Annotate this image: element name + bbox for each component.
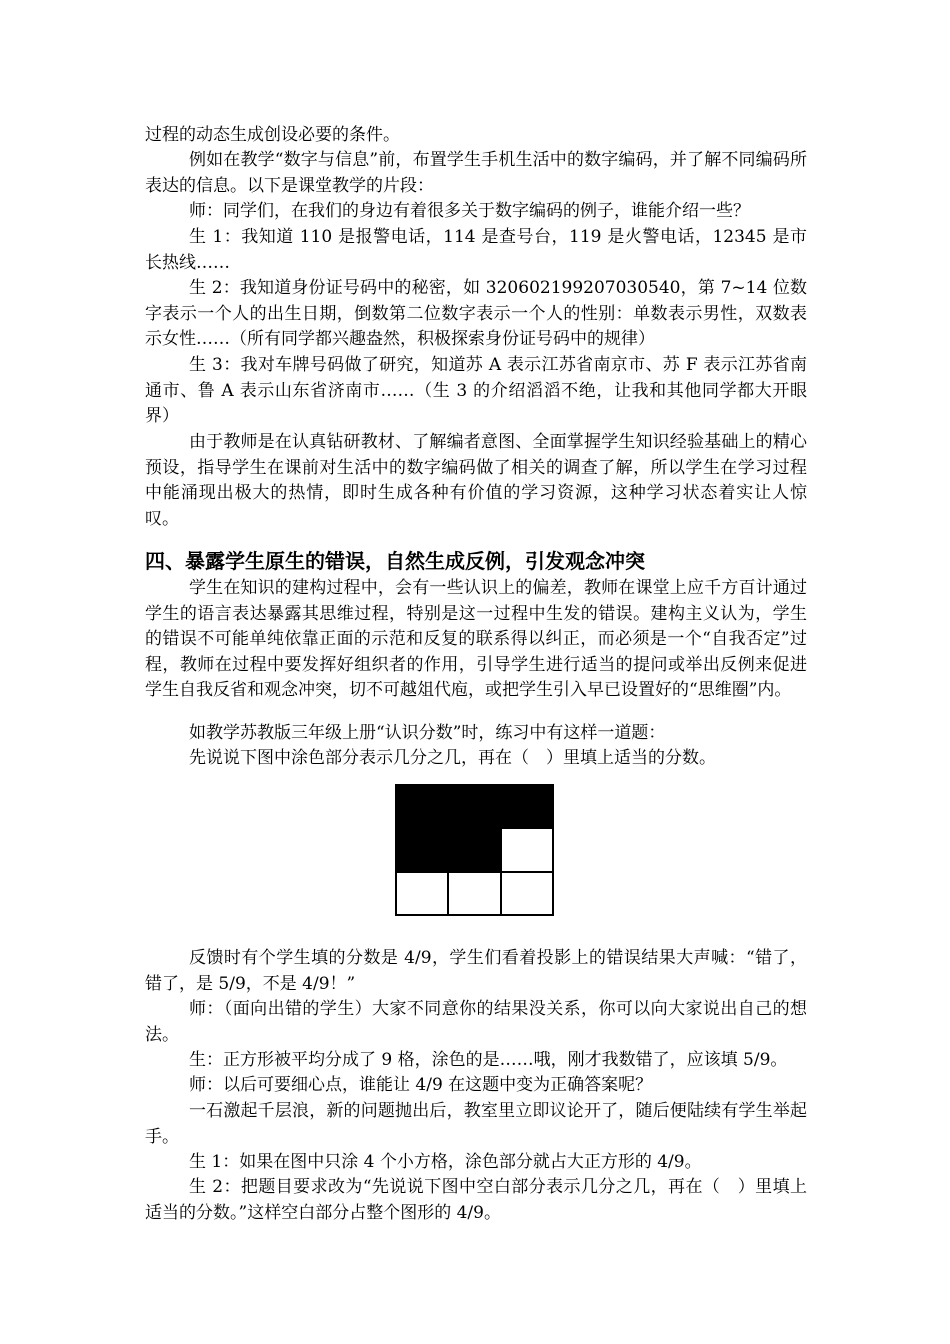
paragraph: 师：（面向出错的学生）大家不同意你的结果没关系，你可以向大家说出自己的想法。: [145, 999, 807, 1045]
paragraph: 生 1：我知道 110 是报警电话，114 是查号台，119 是火警电话，12345 是市长热线……: [145, 227, 807, 273]
fraction-grid-figure: [395, 784, 554, 916]
section-heading: 四、暴露学生原生的错误，自然生成反例，引发观念冲突: [145, 549, 645, 573]
paragraph: 一石激起千层浪，新的问题抛出后，教室里立即议论开了，随后便陆续有学生举起手。: [145, 1101, 807, 1147]
paragraph: 例如在教学“数字与信息”前，布置学生手机生活中的数字编码，并了解不同编码所表达的信息。以下是课堂教学的片段：: [145, 150, 807, 196]
paragraph: 生 3：我对车牌号码做了研究，知道苏 A 表示江苏省南京市、苏 F 表示江苏省南通市、鲁 A 表示山东省济南市……（生 3 的介绍滔滔不绝，让我和其他同学都大开眼界）: [145, 355, 807, 426]
paragraph: 先说说下图中涂色部分表示几分之几，再在（ ）里填上适当的分数。: [189, 748, 716, 768]
paragraph: 师：同学们，在我们的身边有着很多关于数字编码的例子，谁能介绍一些？: [189, 201, 750, 221]
grid-cell-blank: [396, 872, 448, 915]
paragraph: 师：以后可要细心点，谁能让 4/9 在这题中变为正确答案呢？: [189, 1075, 653, 1095]
paragraph: 如教学苏教版三年级上册“认识分数”时，练习中有这样一道题：: [189, 723, 666, 743]
paragraph: 反馈时有个学生填的分数是 4/9，学生们看着投影上的错误结果大声喊：“错了，错了，是 5/9，不是 4/9！”: [145, 948, 807, 994]
grid-cell-shaded: [396, 785, 448, 828]
grid-cell-shaded: [448, 828, 500, 871]
grid-cell-shaded: [396, 828, 448, 871]
paragraph: 生：正方形被平均分成了 9 格，涂色的是……哦，刚才我数错了，应该填 5/9。: [189, 1050, 788, 1070]
grid-cell-blank: [501, 828, 553, 871]
paragraph: 生 2：我知道身份证号码中的秘密，如 320602199207030540，第 7~14 位数字表示一个人的出生日期，倒数第二位数字表示一个人的性别：单数表示男性，双数表示女性……（所有同学都兴趣盎然，积极探索身份证号码中的规律）: [145, 278, 807, 349]
paragraph: 过程的动态生成创设必要的条件。: [145, 125, 400, 145]
paragraph: 学生在知识的建构过程中，会有一些认识上的偏差，教师在课堂上应千方百计通过学生的语言表达暴露其思维过程，特别是这一过程中生发的错误。建构主义认为，学生的错误不可能单纯依靠正面的示范和反复的联系得以纠正，而必须是一个“自我否定”过程，教师在过程中要发挥好组织者的作用，引导学生进行适当的提问或举出反例来促进学生自我反省和观念冲突，切不可越俎代庖，或把学生引入早已设置好的“思维圈”内。: [145, 578, 807, 700]
paragraph: 生 2：把题目要求改为“先说说下图中空白部分表示几分之几，再在（ ）里填上适当的分数。”这样空白部分占整个图形的 4/9。: [145, 1177, 807, 1223]
paragraph: 生 1：如果在图中只涂 4 个小方格，涂色部分就占大正方形的 4/9。: [189, 1152, 702, 1172]
grid-cell-blank: [448, 872, 500, 915]
grid-cell-shaded: [448, 785, 500, 828]
grid-cell-shaded: [501, 785, 553, 828]
grid-cell-blank: [501, 872, 553, 915]
paragraph: 由于教师是在认真钻研教材、了解编者意图、全面掌握学生知识经验基础上的精心预设，指导学生在课前对生活中的数字编码做了相关的调查了解，所以学生在学习过程中能涌现出极大的热情，即时生成各种有价值的学习资源，这种学习状态着实让人惊叹。: [145, 432, 807, 529]
